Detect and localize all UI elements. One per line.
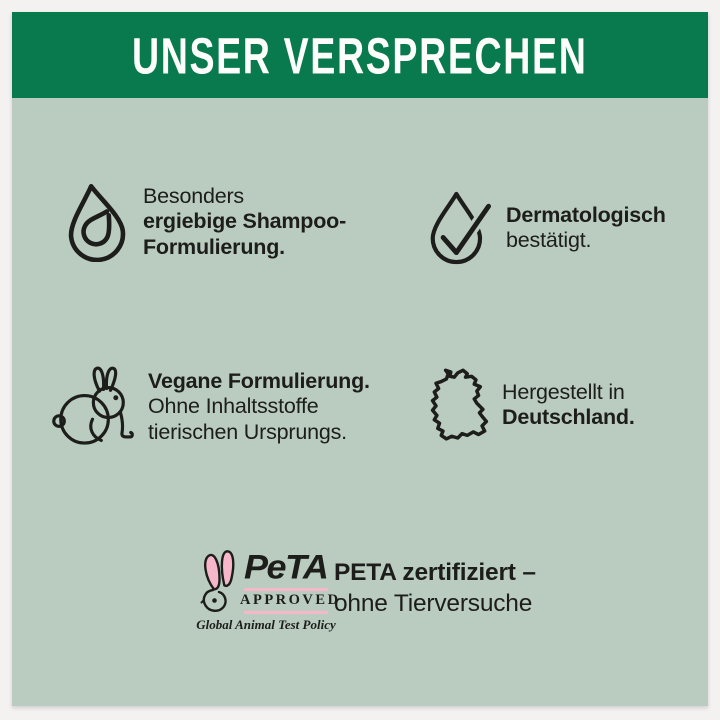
promise-line: Besonders: [143, 183, 244, 208]
rabbit-icon: [52, 365, 140, 449]
promise-text: [506, 203, 666, 254]
infographic-card: [12, 12, 708, 706]
germany-map-icon: [423, 365, 489, 445]
promise-line: Ohne Inhaltsstoffe: [148, 394, 319, 419]
peta-divider: [244, 588, 328, 591]
peta-brand-text: PeTA: [244, 547, 328, 586]
promise-line: Deutschland.: [502, 405, 635, 429]
promise-item-made-in-germany: [423, 364, 693, 446]
peta-approved-label: APPROVED: [240, 592, 341, 608]
promise-item-peta-text: [334, 557, 536, 619]
drop-check-icon: [428, 190, 498, 266]
promise-line: bestätigt.: [506, 228, 592, 252]
peta-approved-logo: [196, 546, 341, 646]
drop-swirl-icon: [64, 182, 128, 262]
header-banner: [12, 12, 708, 98]
promise-text: [143, 184, 346, 261]
promise-line: tierischen Ursprungs.: [148, 419, 347, 444]
promise-line: Hergestellt in: [502, 379, 625, 404]
page-title: UNSER VERSPRECHEN: [132, 26, 588, 84]
peta-policy-label: Global Animal Test Policy: [196, 617, 336, 632]
promise-text: [502, 380, 635, 431]
promise-item-shampoo-yield: [64, 180, 394, 264]
promise-item-dermatology: [428, 191, 698, 265]
peta-divider: [244, 611, 328, 614]
promise-text: [148, 369, 370, 446]
peta-bunny-icon: [200, 548, 242, 627]
promise-line: Dermatologisch: [506, 202, 666, 227]
promise-line: ergiebige Shampoo-: [143, 209, 347, 234]
promise-line: ohne Tierversuche: [334, 590, 533, 617]
promise-item-vegan: [52, 363, 392, 451]
promise-line: Vegane Formulierung.: [148, 368, 370, 393]
promise-line: Formulierung.: [143, 234, 285, 259]
promise-line: PETA zertifiziert –: [334, 559, 536, 586]
